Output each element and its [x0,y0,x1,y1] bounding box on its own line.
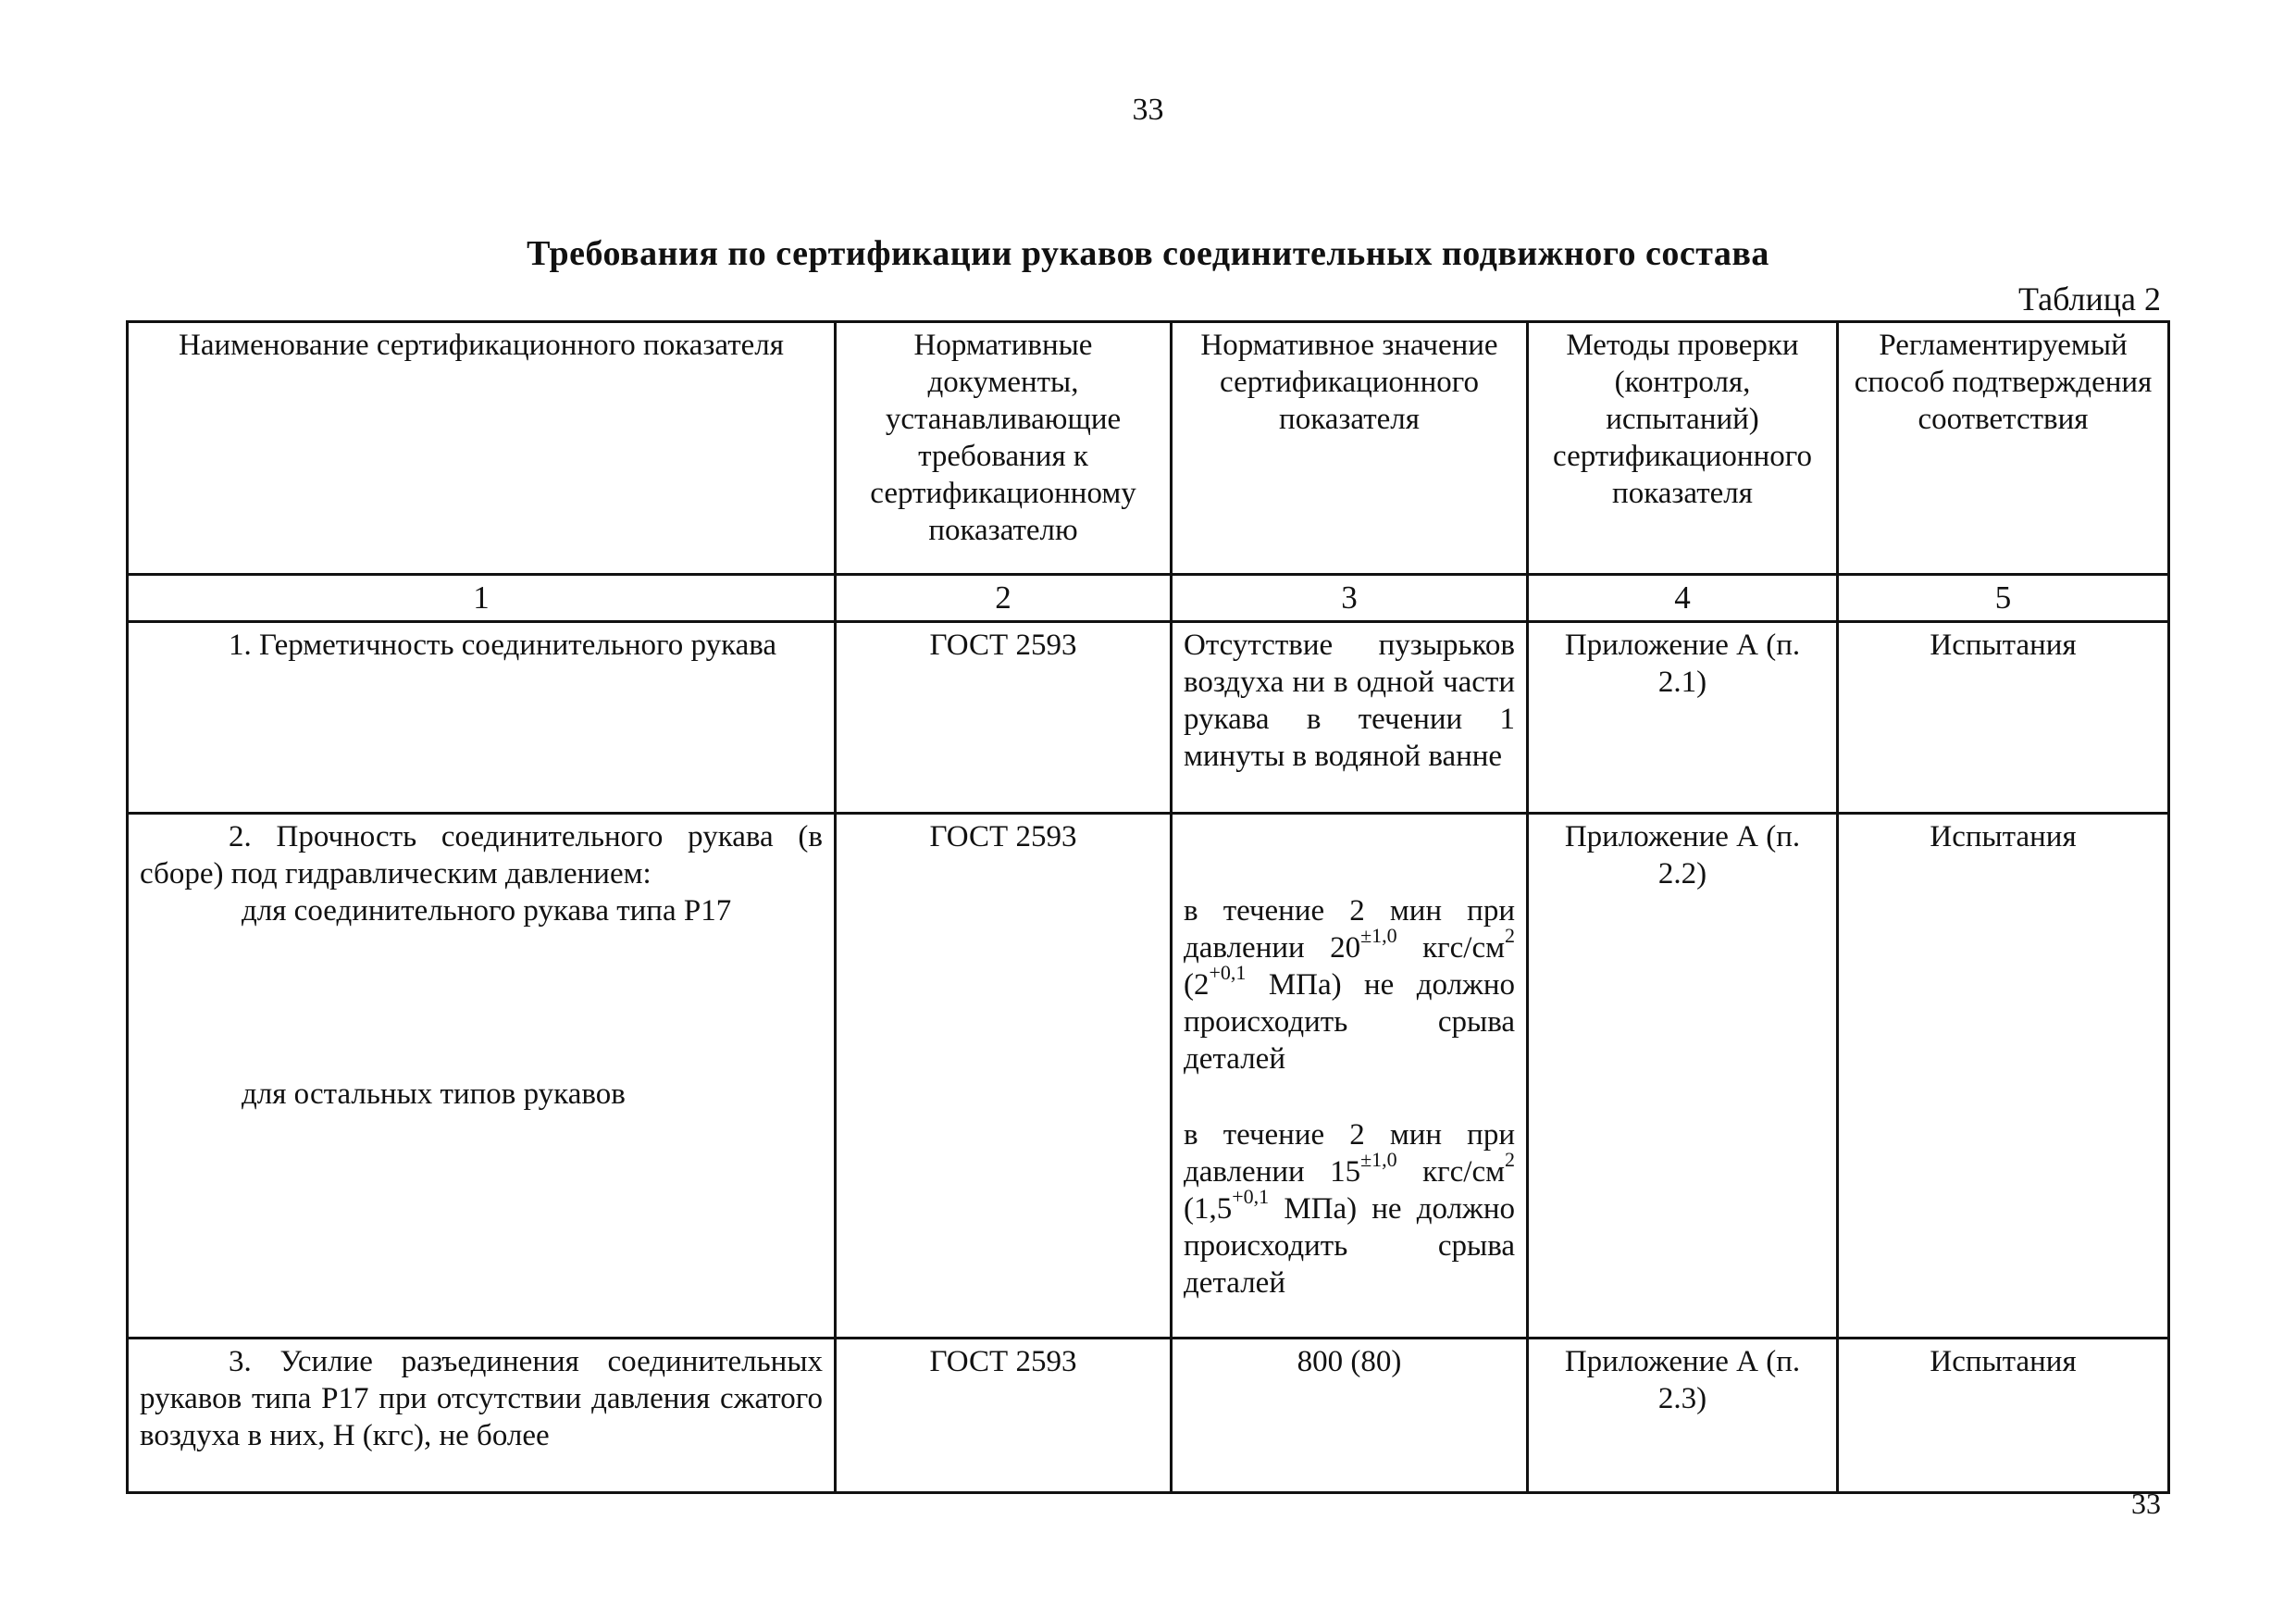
indicator-subitem-p17: для соединительного рукава типа Р17 [242,894,732,928]
column-number: 5 [1838,575,2169,622]
normative-doc-cell: ГОСТ 2593 [836,622,1172,814]
column-number: 1 [128,575,836,622]
normative-value-p17 [1184,892,1515,1077]
value-text: в течение 2 мин при давлении 20 [1184,894,1515,965]
table-row [128,622,2169,814]
value-exponent: 2 [1505,924,1515,947]
value-text: кгс/см [1396,1155,1505,1189]
table-header-row [128,322,2169,575]
indicator-name: 2. Прочность соединительного рукава (в сборе) под гидравлическим давлением: [140,820,823,890]
value-text: МПа) не должно происходить срыва деталей [1184,968,1515,1076]
column-number-row [128,575,2169,622]
bottom-page-number: 33 [2131,1487,2161,1520]
confirmation-cell: Испытания [1838,622,2169,814]
indicator-name-cell [128,814,836,1339]
header-indicator-name: Наименование сертификационного показателя [128,322,836,575]
indicator-subitem-other: для остальных типов рукавов [242,1077,626,1111]
page-number: 33 [1132,93,1164,127]
value-tolerance: ±1,0 [1360,924,1397,947]
value-tolerance: ±1,0 [1360,1148,1397,1171]
test-method-cell: Приложение А (п. 2.1) [1528,622,1838,814]
indicator-name: 3. Усилие разъединения соединительных рукавов типа Р17 при отсутствии давления сжатого воздуха в них, Н (кгс), не более [140,1345,823,1452]
indicator-name-cell [128,1339,836,1493]
normative-doc-cell: ГОСТ 2593 [836,1339,1172,1493]
table-row [128,1339,2169,1493]
value-text: в течение 2 мин при давлении 15 [1184,1118,1515,1189]
table-label: Таблица 2 [2018,280,2161,318]
document-title: Требования по сертификации рукавов соединительных подвижного состава [527,234,1769,273]
normative-value-other [1184,1116,1515,1301]
header-normative-docs: Нормативные документы, устанавливающие требования к сертификационному показателю [836,322,1172,575]
normative-value-cell: Отсутствие пузырьков воздуха ни в одной части рукава в течении 1 минуты в водяной ванне [1172,622,1528,814]
header-normative-value: Нормативное значение сертификационного показателя [1172,322,1528,575]
column-number: 4 [1528,575,1838,622]
confirmation-cell: Испытания [1838,814,2169,1339]
value-tolerance: +0,1 [1209,961,1247,984]
normative-value-cell [1172,814,1528,1339]
indicator-name: 1. Герметичность соединительного рукава [229,629,777,662]
normative-doc-cell: ГОСТ 2593 [836,814,1172,1339]
value-text: кгс/см [1396,931,1505,965]
column-number: 3 [1172,575,1528,622]
normative-value-cell: 800 (80) [1172,1339,1528,1493]
column-number: 2 [836,575,1172,622]
value-text: МПа) не должно происходить срыва деталей [1184,1192,1515,1300]
header-test-methods: Методы проверки (контроля, испытаний) сертификационного показателя [1528,322,1838,575]
certification-table [126,320,2170,1494]
value-text: (2 [1184,968,1210,1002]
confirmation-cell: Испытания [1838,1339,2169,1493]
value-exponent: 2 [1505,1148,1515,1171]
test-method-cell: Приложение А (п. 2.2) [1528,814,1838,1339]
header-confirmation-method: Регламентируемый способ подтверждения соответствия [1838,322,2169,575]
value-tolerance: +0,1 [1232,1185,1270,1208]
test-method-cell: Приложение А (п. 2.3) [1528,1339,1838,1493]
value-text: (1,5 [1184,1192,1233,1226]
indicator-name-cell [128,622,836,814]
table-row [128,814,2169,1339]
